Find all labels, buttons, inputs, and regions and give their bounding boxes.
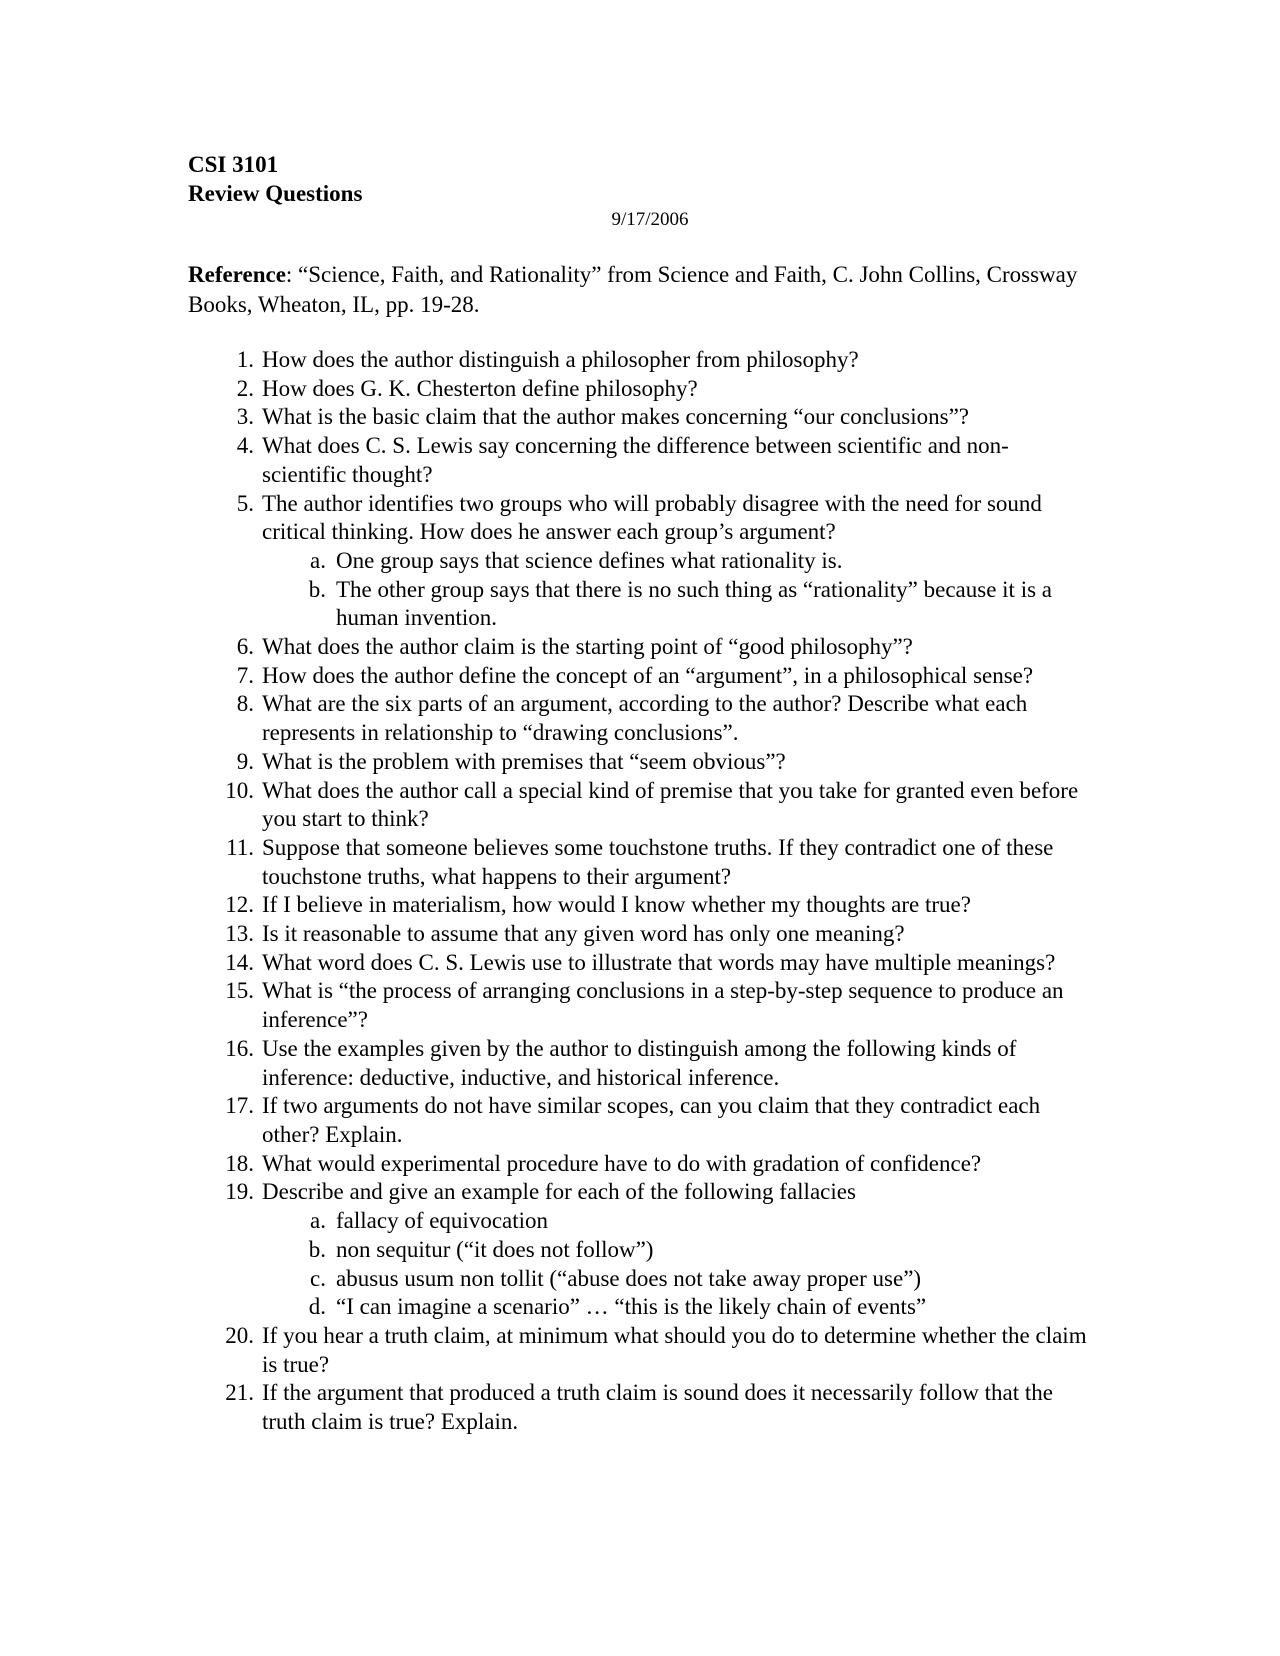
- sub-question-text: One group says that science defines what rationality is.: [336, 547, 843, 573]
- question-item: [188, 432, 1088, 489]
- question-number: 18.: [225, 1150, 254, 1176]
- question-number: 2.: [236, 375, 254, 401]
- reference-text: : “Science, Faith, and Rationality” from Science and Faith, C. John Collins, Crossway Books, Wheaton, IL, pp. 19-28.: [188, 262, 1078, 317]
- question-text: What is the problem with premises that “seem obvious”?: [262, 748, 786, 774]
- question-text: What would experimental procedure have to do with gradation of confidence?: [262, 1150, 982, 1176]
- question-text: The author identifies two groups who will probably disagree with the need for sound critical thinking. How does he answer each group’s argument?: [262, 490, 1042, 545]
- sub-question-item: [298, 1236, 1088, 1265]
- question-body: [262, 403, 1088, 432]
- question-item: [188, 1035, 1088, 1092]
- question-number: 13.: [225, 921, 254, 947]
- question-text: What does C. S. Lewis say concerning the difference between scientific and non-scientific thought?: [262, 433, 1009, 487]
- question-text: What is the basic claim that the author makes concerning “our conclusions”?: [262, 404, 970, 430]
- question-body: [262, 690, 1088, 747]
- question-text: What does the author call a special kind of premise that you take for granted even before you start to think?: [262, 777, 1079, 832]
- reference-label: Reference: [188, 262, 286, 287]
- document-title: Review Questions: [188, 181, 363, 206]
- question-body: [262, 1035, 1088, 1092]
- document-date: 9/17/2006: [611, 209, 689, 230]
- question-item: [188, 1178, 1088, 1322]
- question-item: [188, 490, 1088, 634]
- question-number: 3.: [236, 404, 254, 430]
- question-number: 4.: [236, 433, 254, 459]
- sub-question-list: [262, 547, 1088, 633]
- question-body: [262, 1178, 1088, 1322]
- questions-list: [188, 346, 1088, 1437]
- question-number: 9.: [236, 748, 254, 774]
- question-text: What are the six parts of an argument, according to the author? Describe what each represents in relationship to “drawing conclusions”.: [262, 691, 1028, 746]
- sub-question-text: “I can imagine a scenario” … “this is the likely chain of events”: [336, 1294, 927, 1320]
- question-number: 11.: [226, 834, 254, 860]
- question-number: 16.: [225, 1035, 254, 1061]
- question-item: [188, 834, 1088, 891]
- question-body: [262, 977, 1088, 1034]
- question-body: [262, 375, 1088, 404]
- question-body: [262, 346, 1088, 375]
- question-number: 20.: [225, 1322, 254, 1348]
- question-body: [262, 1150, 1088, 1179]
- question-item: [188, 1379, 1088, 1436]
- question-body: [262, 949, 1088, 978]
- question-body: [262, 633, 1088, 662]
- sub-question-letter: b.: [308, 576, 326, 602]
- question-text: If you hear a truth claim, at minimum what should you do to determine whether the claim is true?: [262, 1322, 1087, 1377]
- sub-question-text: non sequitur (“it does not follow”): [336, 1236, 654, 1262]
- question-text: What word does C. S. Lewis use to illustrate that words may have multiple meanings?: [262, 949, 1056, 975]
- question-number: 1.: [236, 347, 254, 372]
- question-number: 21.: [225, 1380, 254, 1406]
- question-item: [188, 346, 1088, 375]
- question-item: [188, 1092, 1088, 1149]
- question-text: If two arguments do not have similar scopes, can you claim that they contradict each other? Explain.: [262, 1093, 1041, 1147]
- question-item: [188, 748, 1088, 777]
- question-number: 10.: [225, 777, 254, 803]
- question-item: [188, 777, 1088, 834]
- question-body: [262, 777, 1088, 834]
- question-text: Use the examples given by the author to distinguish among the following kinds of inference: deductive, inductive, and historical inference.: [262, 1035, 1017, 1090]
- question-body: [262, 748, 1088, 777]
- question-body: [262, 891, 1088, 920]
- question-body: [262, 920, 1088, 949]
- question-text: How does G. K. Chesterton define philosophy?: [262, 375, 698, 401]
- question-text: Describe and give an example for each of the following fallacies: [262, 1179, 856, 1205]
- question-item: [188, 920, 1088, 949]
- reference-paragraph: [188, 260, 1088, 320]
- question-number: 5.: [236, 490, 254, 516]
- question-body: [262, 490, 1088, 634]
- question-number: 19.: [225, 1179, 254, 1205]
- question-body: [262, 1092, 1088, 1149]
- sub-question-letter: a.: [310, 1208, 326, 1234]
- sub-question-list: [262, 1207, 1088, 1322]
- sub-question-item: [298, 1265, 1088, 1294]
- question-text: If I believe in materialism, how would I know whether my thoughts are true?: [262, 892, 971, 918]
- sub-question-letter: a.: [310, 547, 326, 573]
- course-code: CSI 3101: [188, 152, 279, 177]
- sub-question-letter: d.: [308, 1294, 326, 1320]
- question-text: How does the author define the concept of an “argument”, in a philosophical sense?: [262, 662, 1034, 688]
- question-item: [188, 633, 1088, 662]
- question-item: [188, 375, 1088, 404]
- sub-question-item: [298, 576, 1088, 633]
- sub-question-item: [298, 1207, 1088, 1236]
- question-number: 8.: [236, 691, 254, 717]
- question-body: [262, 662, 1088, 691]
- question-body: [262, 1322, 1088, 1379]
- question-item: [188, 662, 1088, 691]
- question-text: What is “the process of arranging conclusions in a step-by-step sequence to produce an inference”?: [262, 978, 1064, 1033]
- question-number: 12.: [225, 892, 254, 918]
- question-item: [188, 891, 1088, 920]
- sub-question-text: abusus usum non tollit (“abuse does not take away proper use”): [336, 1265, 922, 1291]
- question-text: Is it reasonable to assume that any given word has only one meaning?: [262, 921, 905, 947]
- sub-question-text: fallacy of equivocation: [336, 1208, 549, 1234]
- sub-question-item: [298, 547, 1088, 576]
- question-number: 15.: [225, 978, 254, 1004]
- question-text: How does the author distinguish a philosopher from philosophy?: [262, 347, 859, 372]
- sub-question-text: The other group says that there is no such thing as “rationality” because it is a human invention.: [336, 576, 1052, 631]
- sub-question-letter: c.: [310, 1265, 326, 1291]
- question-text: If the argument that produced a truth claim is sound does it necessarily follow that the truth claim is true? Explain.: [262, 1380, 1053, 1435]
- question-item: [188, 690, 1088, 747]
- question-item: [188, 403, 1088, 432]
- question-text: What does the author claim is the starting point of “good philosophy”?: [262, 634, 913, 660]
- question-item: [188, 1150, 1088, 1179]
- question-number: 6.: [236, 634, 254, 660]
- question-body: [262, 432, 1088, 489]
- question-number: 17.: [225, 1093, 254, 1119]
- question-text: Suppose that someone believes some touchstone truths. If they contradict one of these touchstone truths, what happens to their argument?: [262, 834, 1054, 889]
- question-body: [262, 1379, 1088, 1436]
- question-item: [188, 977, 1088, 1034]
- question-item: [188, 1322, 1088, 1379]
- question-body: [262, 834, 1088, 891]
- question-number: 7.: [236, 662, 254, 688]
- sub-question-letter: b.: [308, 1236, 326, 1262]
- question-item: [188, 949, 1088, 978]
- question-number: 14.: [225, 949, 254, 975]
- sub-question-item: [298, 1293, 1088, 1322]
